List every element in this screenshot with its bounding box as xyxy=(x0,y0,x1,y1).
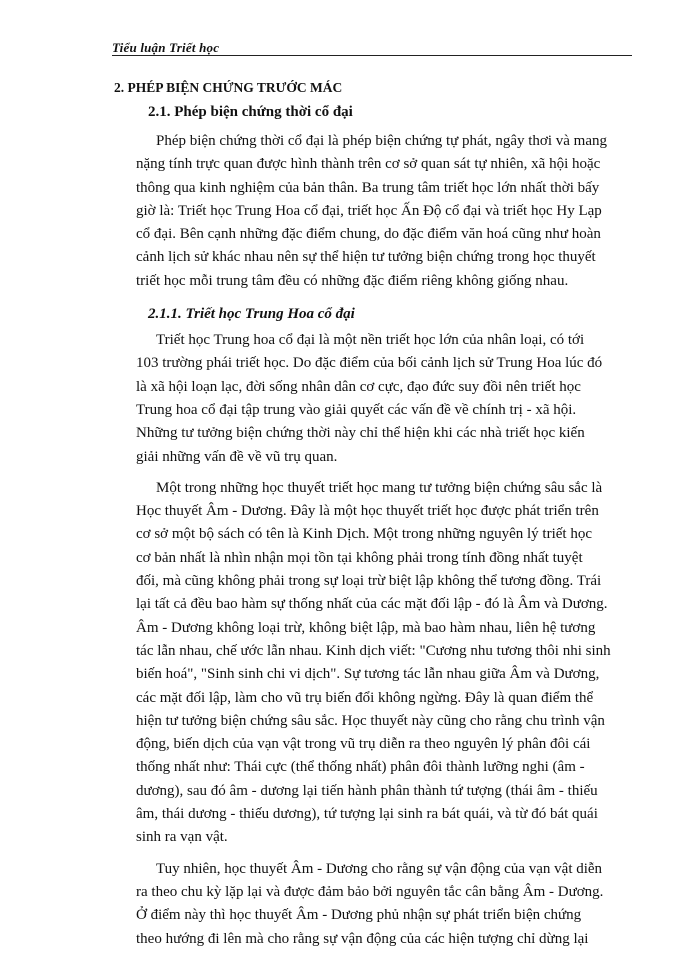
text-line: Một trong những học thuyết triết học mang tư tưởng biện chứng sâu sắc là xyxy=(156,479,603,496)
paragraph-1 xyxy=(114,130,636,293)
text-line: Triết học Trung hoa cổ đại là một nền triết học lớn của nhân loại, có tới xyxy=(156,332,585,349)
text-line: cổ đại. Bên cạnh những đặc điểm chung, do đặc điểm văn hoá cũng như hoàn xyxy=(136,226,601,243)
paragraph-4 xyxy=(114,858,636,951)
text-line: âm, thái dương - thiếu dương), tứ tượng lại sinh ra bát quái, và từ đó bát quái xyxy=(136,806,598,823)
text-line: hiện tư tưởng biện chứng sâu sắc. Học thuyết này cũng cho rằng chu trình vận xyxy=(136,712,605,729)
text-line: giờ là: Triết học Trung Hoa cổ đại, triết học Ấn Độ cổ đại và triết học Hy Lạp xyxy=(136,202,602,219)
text-line: là xã hội loạn lạc, đời sống nhân dân cơ cực, đạo đức suy đồi nên triết học xyxy=(136,378,581,395)
text-line: 103 trường phái triết học. Do đặc điểm của bối cảnh lịch sử Trung Hoa lúc đó xyxy=(136,355,603,372)
header-title: Tiểu luận Triết học xyxy=(112,40,220,55)
text-line: giải những vấn đề về vũ trụ quan. xyxy=(136,448,338,465)
text-line: Phép biện chứng thời cổ đại là phép biện chứng tự phát, ngây thơi và mang xyxy=(156,133,607,149)
text-line: cảnh lịch sử khác nhau nên sự thể hiện tư tưởng biện chứng trong học thuyết xyxy=(136,249,596,266)
text-line: động, biến dịch của vạn vật trong vũ trụ diễn ra theo nguyên lý phân đôi cái xyxy=(136,736,591,753)
text-line: nặng tính trực quan được hình thành trên cơ sở quan sát tự nhiên, xã hội hoặc xyxy=(136,156,601,173)
subsection-heading: 2.1. Phép biện chứng thời cổ đại xyxy=(148,104,353,120)
text-line: triết học mỗi trung tâm đều có những đặc điểm riêng không giống nhau. xyxy=(136,272,569,289)
header-rule xyxy=(112,55,632,56)
document-body xyxy=(114,78,636,959)
subsubsection-heading: 2.1.1. Triết học Trung Hoa cổ đại xyxy=(148,306,355,323)
text-line: tác lẫn nhau, chế ước lẫn nhau. Kinh dịch viết: "Cương nhu tương thôi nhi sinh xyxy=(136,642,611,659)
text-line: ra theo chu kỳ lặp lại và được đảm bảo bởi nguyên tắc cân bằng Âm - Dương. xyxy=(136,883,604,900)
text-line: cơ bản nhất là nhìn nhận mọi tồn tại không phải trong tính đồng nhất tuyệt xyxy=(136,549,583,566)
text-line: Âm - Dương không loại trừ, không biệt lập, mà bao hàm nhau, liên hệ tương xyxy=(136,619,596,636)
text-line: thông qua kinh nghiệm của bản thân. Ba trung tâm triết học lớn nhất thời bấy xyxy=(136,179,600,196)
text-line: biến hoá", "Sinh sinh chi vi dịch". Sự tương tác lẫn nhau giữa Âm và Dương, xyxy=(136,666,600,683)
text-line: Những tư tưởng biện chứng thời này chỉ thể hiện khi các nhà triết học kiến xyxy=(136,425,585,442)
text-line: lại tất cả đều bao hàm sự thống nhất của các mặt đối lập - đó là Âm và Dương. xyxy=(136,596,608,613)
paragraph-2 xyxy=(114,329,636,469)
text-line: cơ sở một bộ sách có tên là Kinh Dịch. Một trong những nguyên lý triết học xyxy=(136,526,592,543)
text-line: Tuy nhiên, học thuyết Âm - Dương cho rằng sự vận động của vạn vật diễn xyxy=(156,860,603,877)
text-line: đối, mà cũng không phải trong sự loại trừ biệt lập không thể tương đồng. Trái xyxy=(136,573,602,590)
text-line: Trung hoa cổ đại tập trung vào giải quyết các vấn đề về chính trị - xã hội. xyxy=(136,401,577,418)
text-line: theo hướng đi lên mà cho rằng sự vận động của các hiện tượng chỉ dừng lại xyxy=(136,930,589,947)
page-header xyxy=(112,30,632,58)
text-line: thống nhất như: Thái cực (thể thống nhất) phân đôi thành lưỡng nghi (âm - xyxy=(136,759,585,776)
text-line: sinh ra vạn vật. xyxy=(136,829,228,846)
paragraph-3 xyxy=(114,477,636,850)
text-line: Ở điểm này thì học thuyết Âm - Dương phủ nhận sự phát triển biện chứng xyxy=(136,907,582,924)
text-line: các mặt đối lập, làm cho vũ trụ biến đổi không ngừng. Đây là quan điểm thể xyxy=(136,689,594,706)
section-heading: 2. PHÉP BIỆN CHỨNG TRƯỚC MÁC xyxy=(114,80,343,95)
text-line: dương), sau đó âm - dương lại tiến hành phân thành tứ tượng (thái âm - thiếu xyxy=(136,782,598,799)
text-line: Học thuyết Âm - Dương. Đây là một học thuyết triết học được phát triển trên xyxy=(136,503,599,520)
